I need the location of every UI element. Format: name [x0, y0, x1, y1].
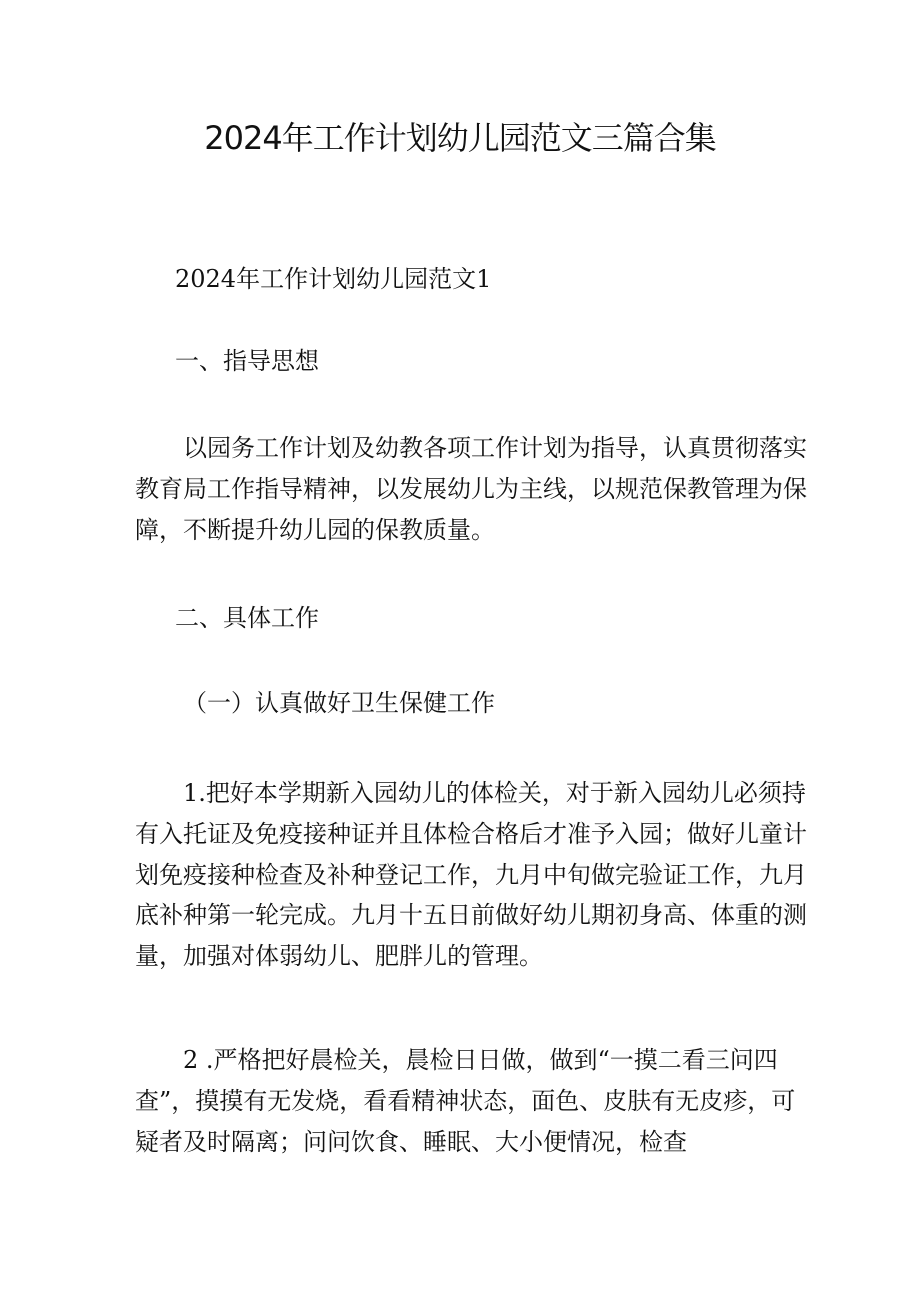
document-title: 2024年工作计划幼儿园范文三篇合集: [204, 119, 716, 157]
paragraph-line: 查”，摸摸有无发烧，看看精神状态，面色、皮肤有无皮疹，可: [135, 1086, 796, 1115]
paragraph-line: 2 .严格把好晨检关，晨检日日做，做到“一摸二看三问四: [183, 1046, 778, 1074]
item1-paragraph: [135, 773, 807, 977]
subsection1-heading: （一）认真做好卫生保健工作: [183, 689, 495, 717]
item2-paragraph: [135, 1040, 796, 1162]
paragraph-line: 疑者及时隔离；问问饮食、睡眠、大小便情况，检查: [135, 1127, 687, 1156]
section2-heading: 二、具体工作: [175, 604, 319, 632]
section1-heading: 一、指导思想: [175, 347, 319, 375]
paragraph-line: 1.把好本学期新入园幼儿的体检关，对于新入园幼儿必须持: [183, 779, 806, 807]
paragraph-line: 划免疫接种检查及补种登记工作，九月中旬做完验证工作，九月: [135, 860, 807, 889]
paragraph-line: 以园务工作计划及幼教各项工作计划为指导，认真贯彻落实: [183, 434, 807, 462]
document-subtitle: 2024年工作计划幼儿园范文1: [175, 265, 492, 293]
section1-paragraph: [135, 428, 807, 550]
paragraph-line: 底补种第一轮完成。九月十五日前做好幼儿期初身高、体重的测: [135, 901, 807, 930]
paragraph-line: 教育局工作指导精神，以发展幼儿为主线，以规范保教管理为保: [135, 474, 807, 503]
paragraph-line: 量，加强对体弱幼儿、肥胖儿的管理。: [135, 942, 543, 971]
paragraph-line: 障，不断提升幼儿园的保教质量。: [135, 515, 495, 544]
paragraph-line: 有入托证及免疫接种证并且体检合格后才准予入园；做好儿童计: [135, 819, 807, 848]
